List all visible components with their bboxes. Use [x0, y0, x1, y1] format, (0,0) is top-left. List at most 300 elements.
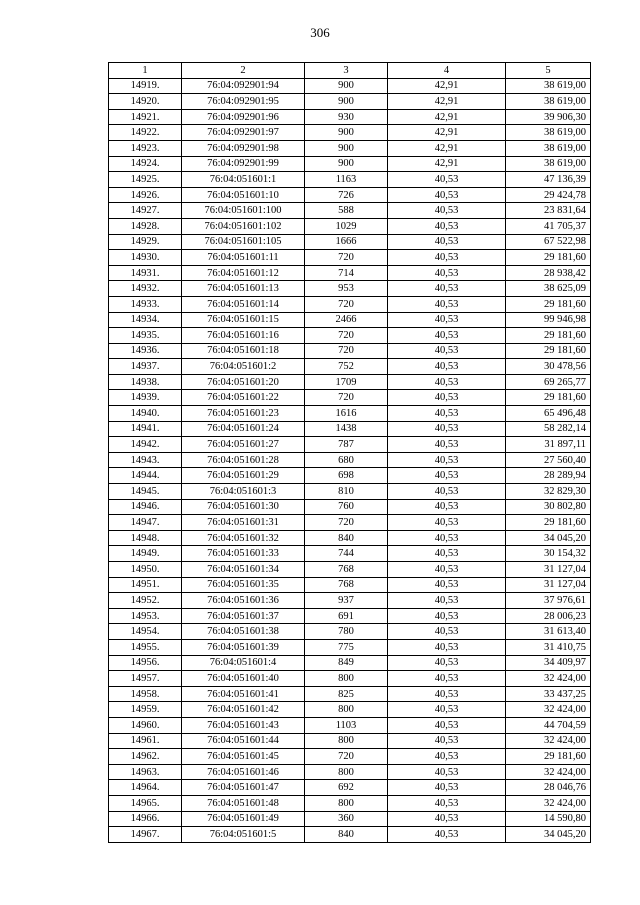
- value-cell: 29 181,60: [506, 250, 591, 266]
- area-cell: 1709: [305, 374, 388, 390]
- cadastral-number-cell: 76:04:051601:22: [182, 390, 305, 406]
- area-cell: 900: [305, 156, 388, 172]
- row-number-cell: 14946.: [109, 499, 182, 515]
- cadastral-number-cell: 76:04:051601:24: [182, 421, 305, 437]
- table-row: [109, 156, 591, 172]
- table-body: [109, 63, 591, 843]
- area-cell: 1103: [305, 717, 388, 733]
- value-cell: 31 127,04: [506, 562, 591, 578]
- row-number-cell: 14964.: [109, 780, 182, 796]
- table-row: [109, 140, 591, 156]
- row-number-cell: 14934.: [109, 312, 182, 328]
- row-number-cell: 14963.: [109, 764, 182, 780]
- value-cell: 28 938,42: [506, 265, 591, 281]
- cadastral-number-cell: 76:04:051601:100: [182, 203, 305, 219]
- row-number-cell: 14948.: [109, 530, 182, 546]
- cadastral-number-cell: 76:04:051601:14: [182, 296, 305, 312]
- row-number-cell: 14960.: [109, 717, 182, 733]
- table-row: [109, 265, 591, 281]
- cadastral-number-cell: 76:04:051601:37: [182, 608, 305, 624]
- rate-cell: 40,53: [388, 452, 506, 468]
- cadastral-number-cell: 76:04:051601:30: [182, 499, 305, 515]
- row-number-cell: 14929.: [109, 234, 182, 250]
- rate-cell: 40,53: [388, 655, 506, 671]
- row-number-cell: 14965.: [109, 795, 182, 811]
- table-row: [109, 390, 591, 406]
- area-cell: 825: [305, 686, 388, 702]
- table-row: [109, 78, 591, 94]
- area-cell: 953: [305, 281, 388, 297]
- cadastral-number-cell: 76:04:051601:39: [182, 639, 305, 655]
- table-row: [109, 499, 591, 515]
- area-cell: 360: [305, 811, 388, 827]
- value-cell: 29 181,60: [506, 390, 591, 406]
- rate-cell: 40,53: [388, 406, 506, 422]
- table-row: [109, 374, 591, 390]
- value-cell: 32 424,00: [506, 671, 591, 687]
- value-cell: 31 897,11: [506, 437, 591, 453]
- table-row: [109, 702, 591, 718]
- cadastral-number-cell: 76:04:051601:36: [182, 593, 305, 609]
- cadastral-number-cell: 76:04:051601:105: [182, 234, 305, 250]
- rate-cell: 40,53: [388, 515, 506, 531]
- cadastral-number-cell: 76:04:051601:4: [182, 655, 305, 671]
- area-cell: 937: [305, 593, 388, 609]
- area-cell: 900: [305, 140, 388, 156]
- value-cell: 38 619,00: [506, 125, 591, 141]
- rate-cell: 40,53: [388, 343, 506, 359]
- row-number-cell: 14933.: [109, 296, 182, 312]
- rate-cell: 40,53: [388, 795, 506, 811]
- value-cell: 30 802,80: [506, 499, 591, 515]
- rate-cell: 40,53: [388, 733, 506, 749]
- cadastral-number-cell: 76:04:051601:47: [182, 780, 305, 796]
- row-number-cell: 14951.: [109, 577, 182, 593]
- area-cell: 800: [305, 795, 388, 811]
- value-cell: 29 424,78: [506, 187, 591, 203]
- row-number-cell: 14935.: [109, 328, 182, 344]
- table-row: [109, 546, 591, 562]
- rate-cell: 42,91: [388, 140, 506, 156]
- table-row: [109, 624, 591, 640]
- value-cell: 30 478,56: [506, 359, 591, 375]
- row-number-cell: 14920.: [109, 94, 182, 110]
- row-number-cell: 14940.: [109, 406, 182, 422]
- table-row: [109, 328, 591, 344]
- rate-cell: 40,53: [388, 780, 506, 796]
- cadastral-number-cell: 76:04:051601:27: [182, 437, 305, 453]
- area-cell: 900: [305, 94, 388, 110]
- cadastral-number-cell: 76:04:051601:23: [182, 406, 305, 422]
- table-row: [109, 639, 591, 655]
- column-header: 5: [506, 63, 591, 79]
- cadastral-number-cell: 76:04:051601:18: [182, 343, 305, 359]
- cadastral-number-cell: 76:04:092901:97: [182, 125, 305, 141]
- table-row: [109, 250, 591, 266]
- table-row: [109, 281, 591, 297]
- data-table: [108, 62, 591, 843]
- row-number-cell: 14955.: [109, 639, 182, 655]
- column-header: 2: [182, 63, 305, 79]
- area-cell: 768: [305, 577, 388, 593]
- area-cell: 720: [305, 328, 388, 344]
- value-cell: 32 829,30: [506, 484, 591, 500]
- table-row: [109, 827, 591, 843]
- cadastral-number-cell: 76:04:051601:44: [182, 733, 305, 749]
- table-row: [109, 312, 591, 328]
- value-cell: 99 946,98: [506, 312, 591, 328]
- row-number-cell: 14921.: [109, 109, 182, 125]
- cadastral-number-cell: 76:04:092901:99: [182, 156, 305, 172]
- area-cell: 698: [305, 468, 388, 484]
- value-cell: 69 265,77: [506, 374, 591, 390]
- cadastral-number-cell: 76:04:051601:5: [182, 827, 305, 843]
- area-cell: 768: [305, 562, 388, 578]
- value-cell: 29 181,60: [506, 515, 591, 531]
- row-number-cell: 14936.: [109, 343, 182, 359]
- area-cell: 800: [305, 671, 388, 687]
- rate-cell: 40,53: [388, 203, 506, 219]
- row-number-cell: 14937.: [109, 359, 182, 375]
- cadastral-number-cell: 76:04:051601:11: [182, 250, 305, 266]
- value-cell: 58 282,14: [506, 421, 591, 437]
- cadastral-number-cell: 76:04:051601:3: [182, 484, 305, 500]
- rate-cell: 40,53: [388, 499, 506, 515]
- rate-cell: 40,53: [388, 437, 506, 453]
- area-cell: 720: [305, 296, 388, 312]
- rate-cell: 40,53: [388, 546, 506, 562]
- area-cell: 1666: [305, 234, 388, 250]
- rate-cell: 40,53: [388, 624, 506, 640]
- row-number-cell: 14925.: [109, 172, 182, 188]
- rate-cell: 42,91: [388, 125, 506, 141]
- rate-cell: 42,91: [388, 156, 506, 172]
- table-row: [109, 234, 591, 250]
- area-cell: 720: [305, 515, 388, 531]
- cadastral-number-cell: 76:04:051601:2: [182, 359, 305, 375]
- row-number-cell: 14923.: [109, 140, 182, 156]
- area-cell: 800: [305, 702, 388, 718]
- page-number: 306: [310, 25, 330, 40]
- cadastral-number-cell: 76:04:051601:38: [182, 624, 305, 640]
- value-cell: 34 045,20: [506, 530, 591, 546]
- table-row: [109, 795, 591, 811]
- table-row: [109, 94, 591, 110]
- row-number-cell: 14958.: [109, 686, 182, 702]
- rate-cell: 40,53: [388, 234, 506, 250]
- cadastral-number-cell: 76:04:051601:12: [182, 265, 305, 281]
- table-row: [109, 203, 591, 219]
- value-cell: 14 590,80: [506, 811, 591, 827]
- value-cell: 31 127,04: [506, 577, 591, 593]
- area-cell: 849: [305, 655, 388, 671]
- row-number-cell: 14954.: [109, 624, 182, 640]
- column-header: 1: [109, 63, 182, 79]
- cadastral-number-cell: 76:04:051601:46: [182, 764, 305, 780]
- cadastral-number-cell: 76:04:051601:34: [182, 562, 305, 578]
- cadastral-number-cell: 76:04:092901:98: [182, 140, 305, 156]
- column-header: 4: [388, 63, 506, 79]
- table-row: [109, 468, 591, 484]
- rate-cell: 40,53: [388, 671, 506, 687]
- cadastral-number-cell: 76:04:051601:43: [182, 717, 305, 733]
- column-header: 3: [305, 63, 388, 79]
- row-number-cell: 14926.: [109, 187, 182, 203]
- table-row: [109, 717, 591, 733]
- value-cell: 37 976,61: [506, 593, 591, 609]
- value-cell: 28 006,23: [506, 608, 591, 624]
- row-number-cell: 14950.: [109, 562, 182, 578]
- rate-cell: 40,53: [388, 421, 506, 437]
- value-cell: 34 045,20: [506, 827, 591, 843]
- area-cell: 930: [305, 109, 388, 125]
- rate-cell: 40,53: [388, 686, 506, 702]
- rate-cell: 40,53: [388, 390, 506, 406]
- value-cell: 28 046,76: [506, 780, 591, 796]
- row-number-cell: 14956.: [109, 655, 182, 671]
- table-row: [109, 296, 591, 312]
- cadastral-number-cell: 76:04:051601:33: [182, 546, 305, 562]
- cadastral-number-cell: 76:04:051601:102: [182, 218, 305, 234]
- value-cell: 39 906,30: [506, 109, 591, 125]
- rate-cell: 40,53: [388, 530, 506, 546]
- row-number-cell: 14966.: [109, 811, 182, 827]
- row-number-cell: 14931.: [109, 265, 182, 281]
- value-cell: 47 136,39: [506, 172, 591, 188]
- rate-cell: 40,53: [388, 593, 506, 609]
- value-cell: 32 424,00: [506, 702, 591, 718]
- area-cell: 800: [305, 733, 388, 749]
- area-cell: 1163: [305, 172, 388, 188]
- value-cell: 33 437,25: [506, 686, 591, 702]
- area-cell: 744: [305, 546, 388, 562]
- cadastral-number-cell: 76:04:051601:45: [182, 749, 305, 765]
- rate-cell: 40,53: [388, 764, 506, 780]
- rate-cell: 40,53: [388, 218, 506, 234]
- area-cell: 691: [305, 608, 388, 624]
- area-cell: 840: [305, 530, 388, 546]
- value-cell: 31 613,40: [506, 624, 591, 640]
- row-number-cell: 14947.: [109, 515, 182, 531]
- table-row: [109, 406, 591, 422]
- rate-cell: 40,53: [388, 328, 506, 344]
- area-cell: 714: [305, 265, 388, 281]
- table-row: [109, 125, 591, 141]
- rate-cell: 40,53: [388, 265, 506, 281]
- cadastral-number-cell: 76:04:051601:42: [182, 702, 305, 718]
- value-cell: 38 619,00: [506, 140, 591, 156]
- value-cell: 38 619,00: [506, 156, 591, 172]
- area-cell: 588: [305, 203, 388, 219]
- rate-cell: 40,53: [388, 717, 506, 733]
- cadastral-number-cell: 76:04:092901:96: [182, 109, 305, 125]
- value-cell: 29 181,60: [506, 343, 591, 359]
- table-header-row: [109, 63, 591, 79]
- row-number-cell: 14953.: [109, 608, 182, 624]
- value-cell: 27 560,40: [506, 452, 591, 468]
- area-cell: 900: [305, 78, 388, 94]
- row-number-cell: 14949.: [109, 546, 182, 562]
- row-number-cell: 14932.: [109, 281, 182, 297]
- cadastral-number-cell: 76:04:051601:40: [182, 671, 305, 687]
- cadastral-number-cell: 76:04:051601:49: [182, 811, 305, 827]
- value-cell: 32 424,00: [506, 795, 591, 811]
- rate-cell: 40,53: [388, 374, 506, 390]
- table-row: [109, 343, 591, 359]
- row-number-cell: 14941.: [109, 421, 182, 437]
- table-row: [109, 764, 591, 780]
- rate-cell: 40,53: [388, 639, 506, 655]
- rate-cell: 40,53: [388, 359, 506, 375]
- value-cell: 32 424,00: [506, 764, 591, 780]
- rate-cell: 42,91: [388, 94, 506, 110]
- area-cell: 1029: [305, 218, 388, 234]
- cadastral-number-cell: 76:04:051601:28: [182, 452, 305, 468]
- row-number-cell: 14967.: [109, 827, 182, 843]
- value-cell: 29 181,60: [506, 296, 591, 312]
- cadastral-number-cell: 76:04:051601:41: [182, 686, 305, 702]
- rate-cell: 40,53: [388, 468, 506, 484]
- area-cell: 692: [305, 780, 388, 796]
- rate-cell: 40,53: [388, 749, 506, 765]
- value-cell: 41 705,37: [506, 218, 591, 234]
- row-number-cell: 14928.: [109, 218, 182, 234]
- rate-cell: 40,53: [388, 562, 506, 578]
- cadastral-number-cell: 76:04:051601:35: [182, 577, 305, 593]
- area-cell: 726: [305, 187, 388, 203]
- table-row: [109, 484, 591, 500]
- table-row: [109, 359, 591, 375]
- value-cell: 28 289,94: [506, 468, 591, 484]
- area-cell: 810: [305, 484, 388, 500]
- value-cell: 32 424,00: [506, 733, 591, 749]
- area-cell: 720: [305, 250, 388, 266]
- table-row: [109, 733, 591, 749]
- rate-cell: 40,53: [388, 187, 506, 203]
- rate-cell: 40,53: [388, 281, 506, 297]
- table-row: [109, 671, 591, 687]
- rate-cell: 40,53: [388, 702, 506, 718]
- value-cell: 65 496,48: [506, 406, 591, 422]
- row-number-cell: 14943.: [109, 452, 182, 468]
- table-row: [109, 530, 591, 546]
- value-cell: 29 181,60: [506, 328, 591, 344]
- table-row: [109, 421, 591, 437]
- table-row: [109, 577, 591, 593]
- rate-cell: 40,53: [388, 312, 506, 328]
- rate-cell: 40,53: [388, 484, 506, 500]
- row-number-cell: 14962.: [109, 749, 182, 765]
- cadastral-number-cell: 76:04:051601:48: [182, 795, 305, 811]
- rate-cell: 40,53: [388, 250, 506, 266]
- table-row: [109, 437, 591, 453]
- area-cell: 760: [305, 499, 388, 515]
- row-number-cell: 14961.: [109, 733, 182, 749]
- rate-cell: 42,91: [388, 109, 506, 125]
- value-cell: 44 704,59: [506, 717, 591, 733]
- table-row: [109, 218, 591, 234]
- value-cell: 29 181,60: [506, 749, 591, 765]
- table-row: [109, 686, 591, 702]
- area-cell: 800: [305, 764, 388, 780]
- area-cell: 900: [305, 125, 388, 141]
- table-row: [109, 562, 591, 578]
- rate-cell: 40,53: [388, 172, 506, 188]
- rate-cell: 40,53: [388, 827, 506, 843]
- area-cell: 720: [305, 749, 388, 765]
- value-cell: 23 831,64: [506, 203, 591, 219]
- value-cell: 38 619,00: [506, 78, 591, 94]
- value-cell: 38 625,09: [506, 281, 591, 297]
- row-number-cell: 14957.: [109, 671, 182, 687]
- area-cell: 720: [305, 390, 388, 406]
- table-row: [109, 608, 591, 624]
- cadastral-number-cell: 76:04:051601:20: [182, 374, 305, 390]
- row-number-cell: 14919.: [109, 78, 182, 94]
- row-number-cell: 14924.: [109, 156, 182, 172]
- row-number-cell: 14959.: [109, 702, 182, 718]
- area-cell: 680: [305, 452, 388, 468]
- cadastral-number-cell: 76:04:051601:10: [182, 187, 305, 203]
- area-cell: 2466: [305, 312, 388, 328]
- row-number-cell: 14938.: [109, 374, 182, 390]
- cadastral-number-cell: 76:04:092901:95: [182, 94, 305, 110]
- area-cell: 780: [305, 624, 388, 640]
- table-row: [109, 780, 591, 796]
- table-row: [109, 187, 591, 203]
- value-cell: 34 409,97: [506, 655, 591, 671]
- cadastral-number-cell: 76:04:051601:16: [182, 328, 305, 344]
- value-cell: 31 410,75: [506, 639, 591, 655]
- area-cell: 787: [305, 437, 388, 453]
- row-number-cell: 14944.: [109, 468, 182, 484]
- area-cell: 1616: [305, 406, 388, 422]
- rate-cell: 40,53: [388, 608, 506, 624]
- cadastral-number-cell: 76:04:051601:32: [182, 530, 305, 546]
- table-row: [109, 593, 591, 609]
- rate-cell: 40,53: [388, 577, 506, 593]
- cadastral-number-cell: 76:04:051601:13: [182, 281, 305, 297]
- row-number-cell: 14930.: [109, 250, 182, 266]
- table-row: [109, 811, 591, 827]
- cadastral-number-cell: 76:04:051601:1: [182, 172, 305, 188]
- table-row: [109, 109, 591, 125]
- row-number-cell: 14922.: [109, 125, 182, 141]
- table-row: [109, 515, 591, 531]
- cadastral-number-cell: 76:04:092901:94: [182, 78, 305, 94]
- rate-cell: 42,91: [388, 78, 506, 94]
- row-number-cell: 14942.: [109, 437, 182, 453]
- table-row: [109, 655, 591, 671]
- area-cell: 1438: [305, 421, 388, 437]
- table-row: [109, 452, 591, 468]
- row-number-cell: 14939.: [109, 390, 182, 406]
- cadastral-number-cell: 76:04:051601:15: [182, 312, 305, 328]
- row-number-cell: 14945.: [109, 484, 182, 500]
- area-cell: 775: [305, 639, 388, 655]
- area-cell: 840: [305, 827, 388, 843]
- value-cell: 30 154,32: [506, 546, 591, 562]
- table-row: [109, 749, 591, 765]
- area-cell: 720: [305, 343, 388, 359]
- area-cell: 752: [305, 359, 388, 375]
- row-number-cell: 14952.: [109, 593, 182, 609]
- row-number-cell: 14927.: [109, 203, 182, 219]
- value-cell: 38 619,00: [506, 94, 591, 110]
- value-cell: 67 522,98: [506, 234, 591, 250]
- cadastral-number-cell: 76:04:051601:29: [182, 468, 305, 484]
- rate-cell: 40,53: [388, 811, 506, 827]
